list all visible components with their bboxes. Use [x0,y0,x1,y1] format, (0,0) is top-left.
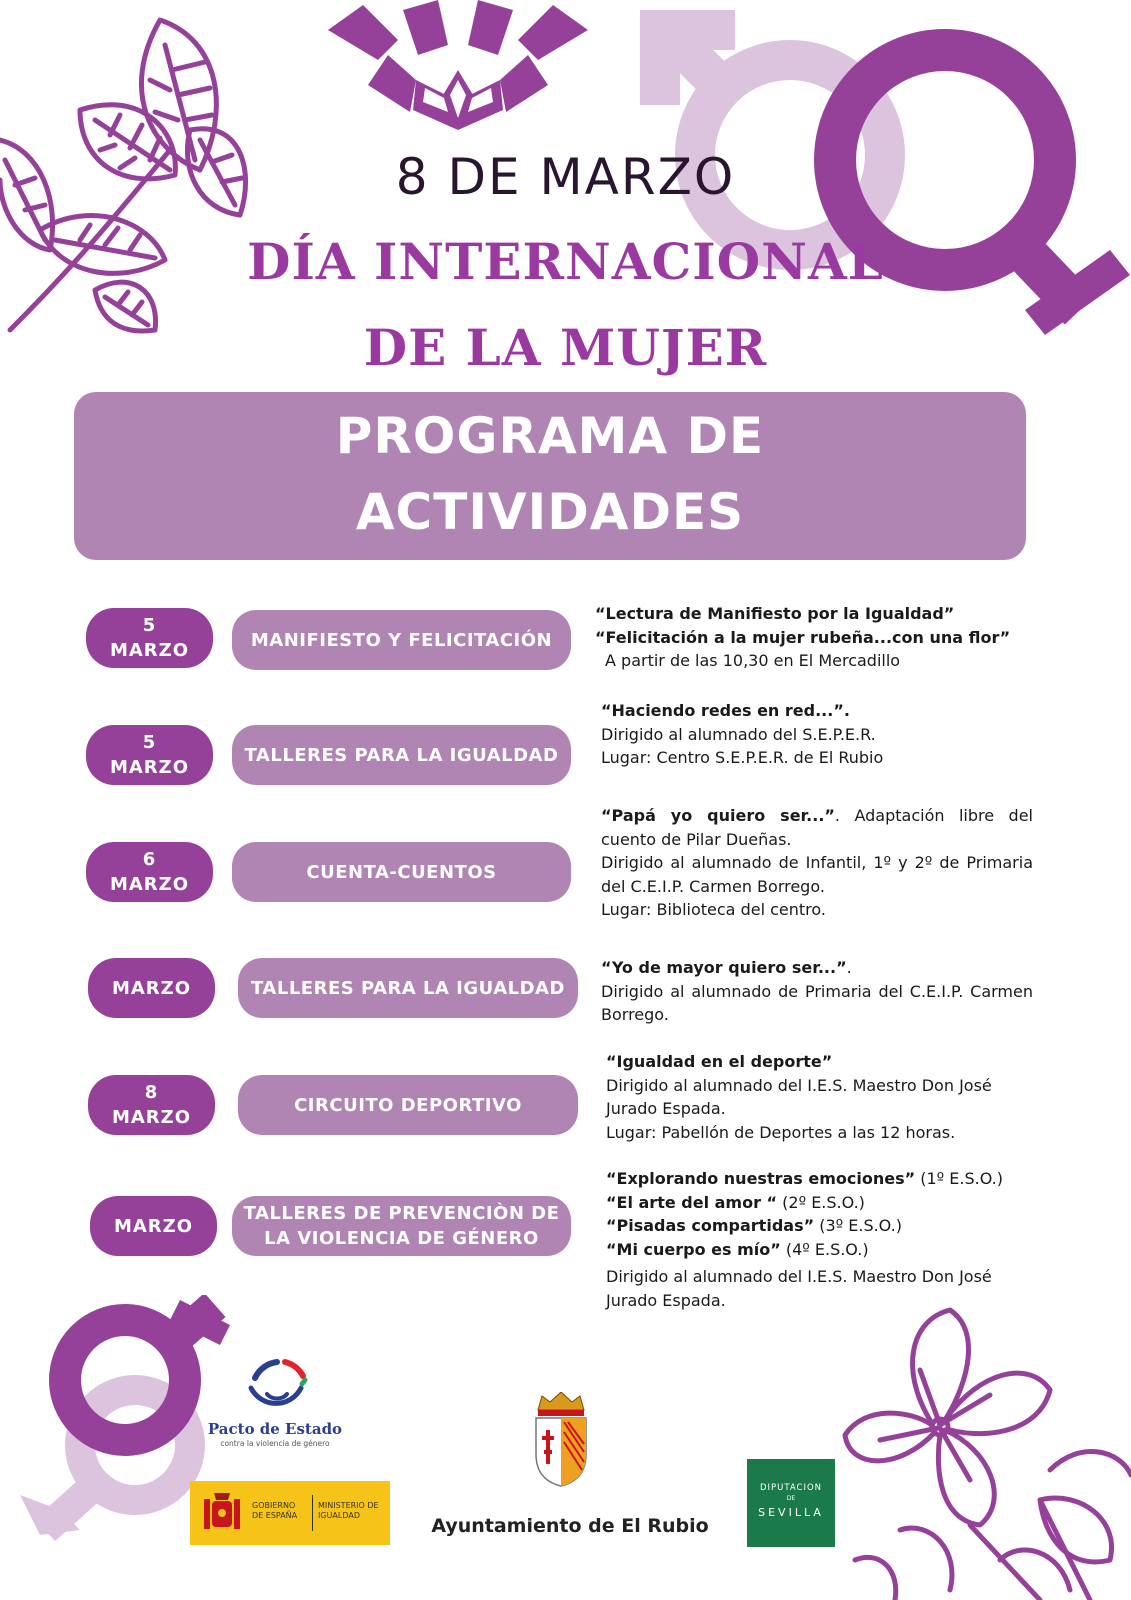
desc-text: . Adaptación libre del cuento de Pilar Dueñas. [601,806,1033,849]
activity-description [601,804,1033,922]
activity-label [232,610,571,670]
activity-label-text: TALLERES PARA LA IGUALDAD [251,977,565,999]
desc-text: A partir de las 10,30 en El Mercadillo [605,651,901,670]
activity-label-text: CIRCUITO DEPORTIVO [294,1094,522,1116]
pacto-name: Pacto de Estado [207,1420,343,1438]
date-month: MARZO [113,1215,194,1237]
desc-highlight: “Yo de mayor quiero ser...” [601,958,847,977]
desc-highlight: “Explorando nuestras emociones” [606,1169,916,1188]
desc-text: Lugar: Biblioteca del centro. [601,900,826,919]
date-month: MARZO [109,757,190,778]
ministerio-text: MINISTERIO DE IGUALDAD [318,1501,379,1520]
desc-highlight: “Felicitación a la mujer rubeña...con una flor” [595,627,1011,647]
date-badge [86,608,213,668]
activity-label [232,842,571,902]
activity-label-text: LA VIOLENCIA DE GÉNERO [264,1228,539,1249]
date-day: 6 [142,849,157,870]
desc-text: Dirigido al alumnado del I.E.S. Maestro Don José Jurado Espada. [606,1267,992,1310]
date-badge [86,842,213,902]
date-badge [88,1075,215,1135]
banner-title-line2: ACTIVIDADES [355,483,745,541]
activity-label-text: MANIFIESTO Y FELICITACIÓN [250,629,553,651]
activity-description [601,956,1033,1027]
desc-highlight: “Papá yo quiero ser...” [601,806,835,825]
ayuntamiento-name: Ayuntamiento de El Rubio [431,1515,709,1537]
activity-label-text: TALLERES DE PREVENCIÒN DE [243,1203,560,1224]
flower-illustration-bottom-right [840,1300,1131,1600]
event-title-line1: DÍA INTERNACIONAL [247,232,884,291]
desc-highlight: “Igualdad en el deporte” [606,1052,833,1071]
desc-text: (1º E.S.O.) [915,1169,1003,1188]
activity-label [238,1075,578,1135]
date-day: 5 [142,615,157,636]
desc-highlight: “Lectura de Manifiesto por la Igualdad” [595,604,955,623]
activity-description [595,602,1035,673]
pacto-subtitle: contra la violencia de género [220,1439,330,1448]
dipu-line1: DIPUTACION [759,1483,823,1493]
pacto-de-estado-logo [205,1356,345,1451]
flower-illustration-top [318,0,598,145]
desc-text: (4º E.S.O.) [780,1239,869,1259]
desc-text: Dirigido al alumnado del I.E.S. Maestro Don José Jurado Espada. [606,1075,992,1118]
date-badge [90,1196,217,1256]
desc-text: (3º E.S.O.) [814,1216,902,1235]
desc-text: (2º E.S.O.) [777,1192,865,1212]
desc-highlight: “Mi cuerpo es mío” [606,1239,781,1259]
date-month: MARZO [109,640,190,661]
activity-label [232,1196,571,1256]
banner-title-line1: PROGRAMA DE [335,407,765,465]
desc-text: Dirigido al alumnado de Infantil, 1º y 2º de Primaria del C.E.I.P. Carmen Borrego. [601,853,1033,896]
el-rubio-coat-of-arms-icon [530,1392,592,1487]
date-badge [88,958,215,1018]
activity-description [606,1167,1026,1312]
desc-text: Lugar: Centro S.E.P.E.R. de El Rubio [601,748,884,767]
desc-highlight: “Haciendo redes en red...”. [601,701,850,720]
date-badge [86,725,213,785]
desc-text: . [846,958,852,977]
dipu-line3: SEVILLA [758,1506,824,1519]
gobierno-logo [190,1481,390,1545]
activity-label-text: TALLERES PARA LA IGUALDAD [244,744,559,766]
dipu-line2: DE [786,1495,796,1502]
activity-description [601,699,1031,770]
date-title: 8 DE MARZO [395,148,736,206]
date-day: 8 [144,1082,159,1103]
date-month: MARZO [109,874,190,895]
gobierno-text: GOBIERNO DE ESPAÑA [252,1501,298,1520]
desc-text: Lugar: Pabellón de Deportes a las 12 horas. [606,1122,956,1142]
desc-highlight: “Pisadas compartidas” [606,1216,815,1235]
spain-coat-of-arms-icon [200,1491,244,1537]
event-title-line2: DE LA MUJER [363,318,768,377]
desc-text: Dirigido al alumnado del S.E.P.E.R. [601,724,876,744]
desc-highlight: “El arte del amor “ [606,1192,778,1212]
activity-label [232,725,571,785]
diputacion-sevilla-logo [747,1459,835,1547]
date-month: MARZO [111,1107,192,1128]
activity-label [238,958,578,1018]
desc-text: Dirigido al alumnado de Primaria del C.E.I.P. Carmen Borrego. [601,981,1033,1024]
activity-label-text: CUENTA-CUENTOS [306,861,497,883]
date-month: MARZO [111,977,192,999]
date-day: 5 [142,732,157,753]
pacto-smile-icon [205,1356,345,1418]
program-banner [74,392,1026,560]
activity-description [606,1050,1026,1144]
